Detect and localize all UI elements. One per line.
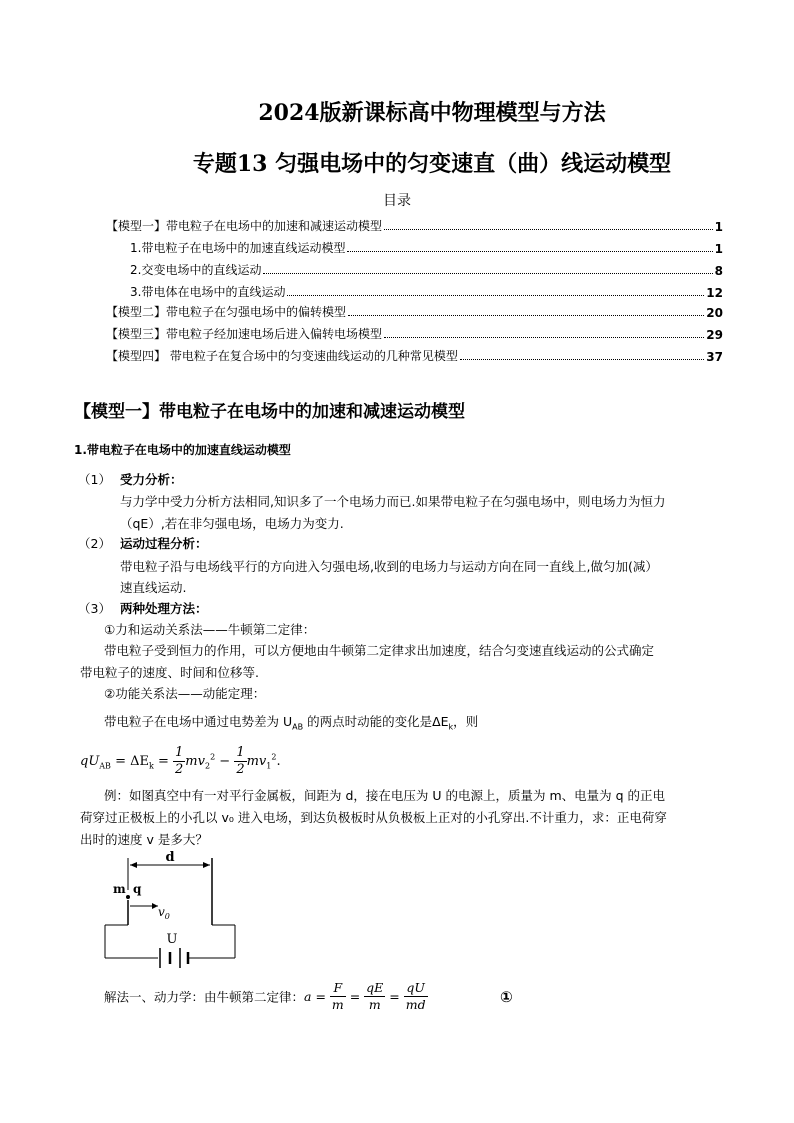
item-number: （3） xyxy=(78,601,111,616)
toc-entry-label: 【模型二】带电粒子在匀强电场中的偏转模型 xyxy=(106,305,347,319)
toc-leader xyxy=(460,359,704,360)
denominator: 2 xyxy=(236,762,245,777)
toc-leader xyxy=(384,229,713,230)
text-run: 的两点时动能的变化是ΔE xyxy=(303,714,449,729)
numerator: 1 xyxy=(236,745,245,760)
particle xyxy=(126,895,130,899)
toc-leader xyxy=(263,273,712,274)
toc-leader xyxy=(384,337,704,338)
formula-term: a xyxy=(304,989,312,1004)
solution-line xyxy=(104,980,428,1013)
arrow-head xyxy=(203,862,210,868)
toc-entry-label: 【模型四】 带电粒子在复合场中的匀变速曲线运动的几种常见模型 xyxy=(106,349,458,363)
energy-formula xyxy=(80,745,281,778)
text-run: ，则 xyxy=(453,714,479,729)
formula-term: = xyxy=(385,989,404,1004)
velocity-label xyxy=(158,905,170,921)
subscript: AB xyxy=(292,722,304,732)
document-subtitle: 专题13 匀强电场中的匀变速直（曲）线运动模型 xyxy=(192,151,672,177)
example-line: 荷穿过正极板上的小孔以 v₀ 进入电场，到达负极板时从负极板上正对的小孔穿出.不计重力，求：正电荷穿 xyxy=(80,810,667,825)
formula-term: = xyxy=(345,989,365,1004)
document-title: 2024版新课标高中物理模型与方法 xyxy=(258,100,606,126)
toc-entry[interactable] xyxy=(106,346,723,364)
toc-title: 目录 xyxy=(383,193,411,209)
velocity-subscript: 0 xyxy=(164,912,170,921)
method-heading: ②功能关系法——动能定理： xyxy=(104,686,266,701)
toc-entry-page: 20 xyxy=(706,306,723,320)
toc-entry-label: 【模型三】带电粒子经加速电场后进入偏转电场模型 xyxy=(106,327,383,341)
toc-entry-label: 3.带电体在电场中的直线运动 xyxy=(130,285,286,299)
section-heading: 【模型一】带电粒子在电场中的加速和减速运动模型 xyxy=(74,402,465,422)
subscript: 1 xyxy=(266,761,272,771)
toc-leader xyxy=(287,295,704,296)
formula-term: mv xyxy=(246,754,267,769)
paragraph-line: （qE）,若在非匀强电场，电场力为变力. xyxy=(120,516,344,531)
item-heading: 受力分析： xyxy=(120,472,183,487)
formula-term: . xyxy=(276,754,281,769)
item-number: （1） xyxy=(78,472,111,487)
denominator: md xyxy=(405,997,426,1012)
numerator: F xyxy=(330,980,346,997)
toc-entry[interactable] xyxy=(106,302,723,320)
toc-entry[interactable] xyxy=(106,324,723,342)
parallel-plate-diagram xyxy=(100,850,250,975)
denominator: m xyxy=(331,997,344,1012)
toc-entry-page: 1 xyxy=(714,220,723,234)
toc-entry[interactable] xyxy=(130,238,723,256)
toc-entry-page: 8 xyxy=(714,264,723,278)
formula-term: = xyxy=(311,989,330,1004)
denominator: m xyxy=(368,997,381,1012)
paragraph-line xyxy=(104,712,478,732)
fraction xyxy=(330,980,346,1013)
numerator: qE xyxy=(366,980,384,995)
arrow-head xyxy=(130,862,137,868)
formula-term: mv xyxy=(185,754,205,769)
paragraph-line: 带电粒子沿与电场线平行的方向进入匀强电场,收到的电场力与运动方向在同一直线上,做匀加(减） xyxy=(120,559,658,574)
denominator: 2 xyxy=(175,762,184,777)
toc-leader xyxy=(347,251,712,252)
equation-number: ① xyxy=(500,988,513,1006)
toc-leader xyxy=(348,315,704,316)
paragraph-line: 与力学中受力分析方法相同,知识多了一个电场力而已.如果带电粒子在匀强电场中，则电场力为恒力 xyxy=(120,494,666,509)
subscript: k xyxy=(148,761,154,771)
fraction xyxy=(364,980,385,1013)
paragraph-line: 速直线运动. xyxy=(120,580,187,595)
method-heading: ①力和运动关系法——牛顿第二定律： xyxy=(104,622,316,637)
formula-term: = xyxy=(153,754,174,769)
numerator: qU xyxy=(404,980,428,997)
superscript: 2 xyxy=(210,752,216,762)
toc-entry-page: 12 xyxy=(706,286,723,300)
fraction xyxy=(404,980,428,1013)
example-line: 例：如图真空中有一对平行金属板，间距为 d，接在电压为 U 的电源上，质量为 m、电量为 q 的正电 xyxy=(104,788,666,803)
paragraph-line: 带电粒子受到恒力的作用，可以方便地由牛顿第二定律求出加速度，结合匀变速直线运动的公式确定 xyxy=(104,643,655,658)
formula-term: = ΔE xyxy=(110,754,149,769)
toc-entry-label: 【模型一】带电粒子在电场中的加速和减速运动模型 xyxy=(106,219,383,233)
fraction xyxy=(173,745,185,778)
superscript: 2 xyxy=(271,752,277,762)
voltage-label: U xyxy=(166,932,178,947)
velocity-symbol: v xyxy=(158,905,165,919)
item-heading: 运动过程分析： xyxy=(120,536,208,551)
charge-label: q xyxy=(133,882,142,896)
item-heading: 两种处理方法： xyxy=(120,601,208,616)
subscript: k xyxy=(448,722,454,732)
toc-entry[interactable] xyxy=(106,216,723,234)
paragraph-line: 带电粒子的速度、时间和位移等. xyxy=(80,665,259,680)
example-line: 出时的速度 v 是多大？ xyxy=(80,832,208,847)
item-number: （2） xyxy=(78,536,111,551)
toc-entry-label: 1.带电粒子在电场中的加速直线运动模型 xyxy=(130,241,346,255)
toc-entry[interactable] xyxy=(130,260,723,278)
numerator: 1 xyxy=(175,745,184,760)
subscript: AB xyxy=(99,761,111,771)
subscript: 2 xyxy=(204,761,211,771)
fraction xyxy=(234,745,246,778)
sub-heading: 1.带电粒子在电场中的加速直线运动模型 xyxy=(74,443,291,457)
formula-term: qU xyxy=(80,754,100,769)
toc-entry[interactable] xyxy=(130,282,723,300)
mass-label: m xyxy=(113,882,126,896)
toc-entry-page: 29 xyxy=(706,328,723,342)
toc-entry-page: 1 xyxy=(714,242,723,256)
solution-prefix: 解法一、动力学：由牛顿第二定律： xyxy=(104,989,305,1005)
text-run: 带电粒子在电场中通过电势差为 U xyxy=(104,714,293,729)
distance-label: d xyxy=(165,850,175,865)
toc-entry-label: 2.交变电场中的直线运动 xyxy=(130,263,262,277)
formula-term: − xyxy=(215,754,235,769)
toc-entry-page: 37 xyxy=(706,350,723,364)
